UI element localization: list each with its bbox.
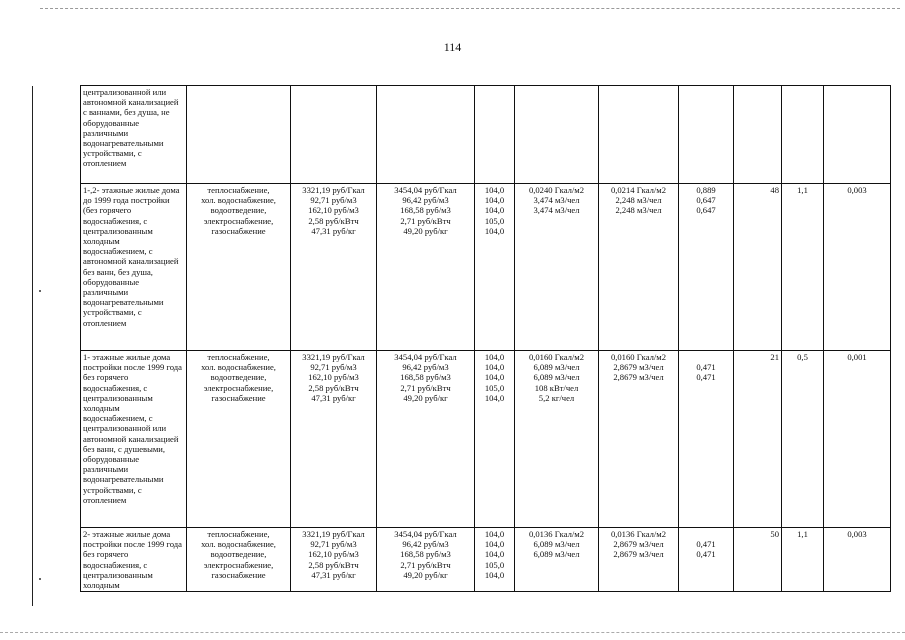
page-number: 114: [443, 40, 462, 54]
tariff-prev-cell: 3321,19 руб/Гкал 92,71 руб/м3 162,10 руб/м3 2,58 руб/кВтч 47,31 руб/кг: [291, 184, 377, 351]
count-cell: 21: [734, 351, 782, 528]
coef-cell: 0,471 0,471: [679, 528, 734, 592]
factor-cell: 1,1: [782, 184, 824, 351]
coef-cell: 0,471 0,471: [679, 351, 734, 528]
tariff-prev-cell: 3321,19 руб/Гкал 92,71 руб/м3 162,10 руб/м3 2,58 руб/кВтч 47,31 руб/кг: [291, 351, 377, 528]
tariff-new-cell: 3454,04 руб/Гкал 96,42 руб/м3 168,58 руб/м3 2,71 руб/кВтч 49,20 руб/кг: [377, 351, 475, 528]
building-type-cell: 1- этажные жилые дома постройки после 1999 года без горячего водоснабжения, с централизованным холодным водоснабжением, с централизованной или автономной канализацией без ванн, с душевыми, оборудованные различными водонагревательными устройствами, с отоплением: [81, 351, 187, 528]
norm-new-cell: [599, 86, 679, 184]
share-cell: 0,003: [824, 184, 891, 351]
bottom-scan-rule: [0, 632, 905, 633]
share-cell: [824, 86, 891, 184]
factor-cell: 1,1: [782, 528, 824, 592]
services-cell: теплоснабжение, хол. водоснабжение, водоотведение, электроснабжение, газоснабжение: [187, 184, 291, 351]
index-cell: 104,0 104,0 104,0 105,0 104,0: [475, 351, 515, 528]
index-cell: 104,0 104,0 104,0 105,0 104,0: [475, 528, 515, 592]
norm-new-cell: 0,0214 Гкал/м2 2,248 м3/чел 2,248 м3/чел: [599, 184, 679, 351]
factor-cell: [782, 86, 824, 184]
index-cell: [475, 86, 515, 184]
count-cell: [734, 86, 782, 184]
scan-speck: [39, 290, 41, 292]
norm-new-cell: 0,0136 Гкал/м2 2,8679 м3/чел 2,8679 м3/чел: [599, 528, 679, 592]
norm-prev-cell: 0,0240 Гкал/м2 3,474 м3/чел 3,474 м3/чел: [515, 184, 599, 351]
tariff-table: [80, 85, 891, 592]
tariff-new-cell: [377, 86, 475, 184]
services-cell: теплоснабжение, хол. водоснабжение, водоотведение, электроснабжение, газоснабжение: [187, 351, 291, 528]
building-type-cell: 1-,2- этажные жилые дома до 1999 года постройки (без горячего водоснабжения, с централизованным холодным водоснабжением, с автономной канализацией без ванн, без душа, оборудованные различными водонагревательными устройствами, с отоплением: [81, 184, 187, 351]
tariff-new-cell: 3454,04 руб/Гкал 96,42 руб/м3 168,58 руб/м3 2,71 руб/кВтч 49,20 руб/кг: [377, 184, 475, 351]
left-margin-line: [32, 86, 33, 606]
norm-new-cell: 0,0160 Гкал/м2 2,8679 м3/чел 2,8679 м3/чел: [599, 351, 679, 528]
coef-cell: [679, 86, 734, 184]
share-cell: 0,001: [824, 351, 891, 528]
share-cell: 0,003: [824, 528, 891, 592]
norm-prev-cell: 0,0136 Гкал/м2 6,089 м3/чел 6,089 м3/чел: [515, 528, 599, 592]
table-row: [81, 528, 891, 592]
norm-prev-cell: 0,0160 Гкал/м2 6,089 м3/чел 6,089 м3/чел 108 кВт/чел 5,2 кг/чел: [515, 351, 599, 528]
table-row: [81, 351, 891, 528]
tariff-new-cell: 3454,04 руб/Гкал 96,42 руб/м3 168,58 руб/м3 2,71 руб/кВтч 49,20 руб/кг: [377, 528, 475, 592]
table-row: [81, 86, 891, 184]
services-cell: теплоснабжение, хол. водоснабжение, водоотведение, электроснабжение, газоснабжение: [187, 528, 291, 592]
factor-cell: 0,5: [782, 351, 824, 528]
scan-speck: [39, 578, 41, 580]
count-cell: 50: [734, 528, 782, 592]
building-type-cell: централизованной или автономной канализацией с ваннами, без душа, не оборудованные различными водонагревательными устройствами, с отоплением: [81, 86, 187, 184]
services-cell: [187, 86, 291, 184]
coef-cell: 0,889 0,647 0,647: [679, 184, 734, 351]
index-cell: 104,0 104,0 104,0 105,0 104,0: [475, 184, 515, 351]
building-type-cell: 2- этажные жилые дома постройки после 1999 года без горячего водоснабжения, с централизованным холодным: [81, 528, 187, 592]
top-scan-rule: [40, 8, 900, 9]
norm-prev-cell: [515, 86, 599, 184]
tariff-prev-cell: 3321,19 руб/Гкал 92,71 руб/м3 162,10 руб/м3 2,58 руб/кВтч 47,31 руб/кг: [291, 528, 377, 592]
count-cell: 48: [734, 184, 782, 351]
table-row: [81, 184, 891, 351]
tariff-prev-cell: [291, 86, 377, 184]
